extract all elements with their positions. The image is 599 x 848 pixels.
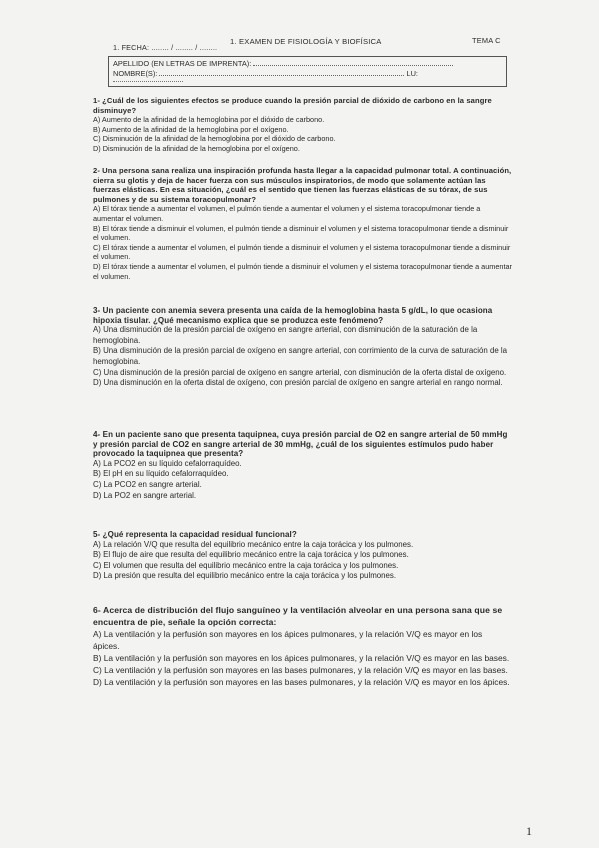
option-d[interactable]: D) Disminución de la afinidad de la hemoglobina por el oxígeno. [93,143,300,153]
option-b[interactable]: B) Aumento de la afinidad de la hemoglobina por el oxígeno. [93,124,289,134]
question-stem: 4- En un paciente sano que presenta taquipnea, cuya presión parcial de O2 en sangre arterial de 50 mmHg y presión parcial de CO2 en sangre arterial de 30 mmHg, ¿cuál de los siguientes estímulos pudo haber provocado la taquipnea que presenta? [93,430,508,459]
option-a[interactable]: A) El tórax tiende a aumentar el volumen, el pulmón tiende a aumentar el volumen y el sistema toracopulmonar tiende a aumentar el volumen. [93,204,481,223]
question-stem: 3- Un paciente con anemia severa presenta una caída de la hemoglobina hasta 5 g/dL, lo que ocasiona hipoxia tisular. ¿Qué mecanismo explica que se produzca este fenómeno? [93,306,493,325]
exam-title: 1. EXAMEN DE FISIOLOGÍA Y BIOFÍSICA [230,37,382,46]
option-d[interactable]: D) La presión que resulta del equilibrio mecánico entre la caja torácica y los pulmones. [93,571,397,581]
extra-dotted-line [113,81,183,82]
fecha-field[interactable]: 1. FECHA: ........ / ........ / ........ [113,43,218,52]
question-4 [93,430,513,501]
option-d[interactable]: D) La PO2 en sangre arterial. [93,490,197,500]
tema-label: TEMA C [472,36,501,45]
option-c[interactable]: C) El tórax tiende a aumentar el volumen, el pulmón tiende a disminuir el volumen y el sistema toracopulmonar tiende a disminuir el volumen. [93,242,511,262]
nombre-label: NOMBRE(S): [113,69,158,78]
option-a[interactable]: A) La PCO2 en su líquido cefalorraquídeo. [93,458,242,468]
option-c[interactable]: C) Una disminución de la presión parcial de oxígeno en sangre arterial, con disminución de la oferta distal de oxígeno. [93,367,507,377]
option-d[interactable]: D) El tórax tiende a aumentar el volumen, el pulmón tiende a disminuir el volumen y el sistema toracopulmonar tiende a aumentar el volumen. [93,261,512,281]
option-c[interactable]: C) El volumen que resulta del equilibrio mecánico entre la caja torácica y los pulmones. [93,560,399,570]
option-a[interactable]: A) La ventilación y la perfusión son mayores en los ápices pulmonares, y la relación V/Q es mayor en los ápices. [93,629,483,651]
option-b[interactable]: B) El pH en su líquido cefalorraquídeo. [93,469,229,479]
question-stem: 6- Acerca de distribución del flujo sanguíneo y la ventilación alveolar en una persona sana que se encuentra de pie, señale la opción correcta: [93,605,503,627]
option-c[interactable]: C) La ventilación y la perfusión son mayores en las bases pulmonares, y la relación V/Q es mayor en las bases. [93,665,508,675]
option-b[interactable]: B) Una disminución de la presión parcial de oxígeno en sangre arterial, con corrimiento de la curva de saturación de la hemoglobina. [93,346,508,366]
nombre-field[interactable] [159,75,404,76]
option-a[interactable]: A) Una disminución de la presión parcial de oxígeno en sangre arterial, con disminución de la saturación de la hemoglobina. [93,325,478,345]
apellido-field[interactable] [253,65,453,66]
page-number: 1 [526,824,532,838]
apellido-label: APELLIDO (EN LETRAS DE IMPRENTA): [113,59,252,68]
option-b[interactable]: B) El flujo de aire que resulta del equilibrio mecánico entre la caja torácica y los pulmones. [93,550,409,560]
question-5 [93,530,513,582]
question-stem: 5- ¿Qué representa la capacidad residual funcional? [93,530,297,539]
question-3 [93,306,513,389]
student-info-box [108,56,507,87]
option-c[interactable]: C) Disminución de la afinidad de la hemoglobina por el dióxido de carbono. [93,134,336,144]
option-b[interactable]: B) El tórax tiende a disminuir el volumen, el pulmón tiende a disminuir el volumen y el sistema toracopulmonar tiende a disminuir el volumen. [93,223,509,243]
option-a[interactable]: A) Aumento de la afinidad de la hemoglobina por el dióxido de carbono. [93,115,325,125]
question-stem: 1- ¿Cuál de los siguientes efectos se produce cuando la presión parcial de dióxido de carbono en la sangre disminuye? [93,96,492,115]
question-stem: 2- Una persona sana realiza una inspiración profunda hasta llegar a la capacidad pulmonar total. A continuación, cierra su glotis y deja de hacer fuerza con sus músculos inspiratorios, de modo que solamente actúan las fuerzas elásticas. En esa situación, ¿cuál es el sentido que tienen las fuerzas elásticas de su tórax, de sus pulmones y de su sistema toracopulmonar? [93,166,512,204]
question-2 [93,166,513,281]
question-6 [93,604,511,688]
option-c[interactable]: C) La PCO2 en sangre arterial. [93,479,202,489]
option-d[interactable]: D) La ventilación y la perfusión son mayores en las bases pulmonares, y la relación V/Q es mayor en los ápices. [93,677,510,687]
option-a[interactable]: A) La relación V/Q que resulta del equilibrio mecánico entre la caja torácica y los pulmones. [93,539,414,549]
option-b[interactable]: B) La ventilación y la perfusión son mayores en los ápices pulmonares, y la relación V/Q es mayor en las bases. [93,653,510,663]
lu-label: LU: [406,69,418,78]
question-1 [93,96,513,154]
option-d[interactable]: D) Una disminución en la oferta distal de oxígeno, con presión parcial de oxígeno en sangre arterial en rango normal. [93,378,503,388]
